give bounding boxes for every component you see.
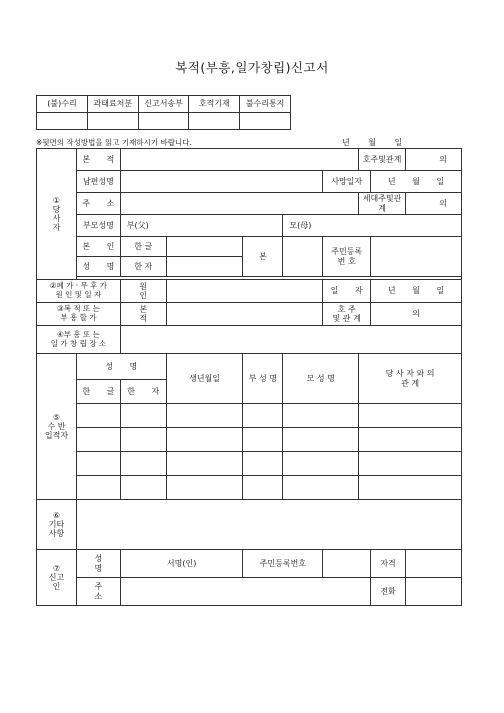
cause-date-label: 일 자 (323, 280, 371, 303)
head-relation-field[interactable]: 의 (406, 149, 462, 171)
companion-cell[interactable] (166, 404, 243, 428)
deceased-name-field[interactable] (120, 171, 322, 193)
domicile-label: 본 적 (76, 149, 120, 171)
companion-cell[interactable] (120, 404, 166, 428)
reporter-phone-label: 전화 (371, 578, 406, 606)
hangul-name-field[interactable] (166, 237, 243, 257)
reporter-address-field[interactable] (120, 578, 370, 606)
head-relation-label: 호주및관계 (359, 149, 406, 171)
processing-field-1[interactable] (37, 113, 88, 130)
processing-field-4[interactable] (189, 113, 240, 130)
other-section-label: ⑥ 기타 사항 (37, 500, 77, 550)
companion-cell[interactable] (359, 476, 462, 500)
processing-label-2: 과태료처분 (87, 96, 138, 113)
companion-relation-header: 당 사 자 와 의 관 계 (359, 354, 462, 404)
reporter-qualification-field[interactable] (406, 550, 462, 578)
hanja-label: 한 자 (120, 257, 166, 277)
rrn-field[interactable] (371, 237, 462, 277)
self-label: 본 인 (76, 237, 120, 257)
companion-father-header: 부 성 명 (243, 354, 283, 404)
main-form-table (36, 148, 462, 606)
party-section-label: ① 당 사 자 (37, 149, 77, 280)
cause-field[interactable] (166, 280, 323, 303)
companion-name-header: 성 명 (76, 354, 166, 380)
processing-box (36, 95, 291, 130)
companion-cell[interactable] (76, 452, 120, 476)
companion-cell[interactable] (166, 476, 243, 500)
restore-head-field[interactable]: 의 (371, 303, 462, 326)
instruction-note: ※뒷면의 작성방법을 읽고 기재하시기 바랍니다. (36, 138, 192, 147)
companions-section-label: ⑤ 수 반 입적자 (37, 354, 77, 500)
reporter-phone-field[interactable] (406, 578, 462, 606)
form-title: 복적(부흥,일가창립)신고서 (175, 60, 329, 75)
place-field[interactable] (120, 326, 461, 354)
companion-cell[interactable] (359, 404, 462, 428)
processing-label-3: 신고서송부 (138, 96, 189, 113)
report-date: 년 월 일 (342, 138, 403, 147)
cause-label: ②폐 가 · 무 후 가 원 인 및 일 자 (37, 280, 121, 303)
processing-label-1: (불)수리 (37, 96, 88, 113)
address-field[interactable] (120, 193, 358, 215)
restore-domicile-field[interactable] (166, 303, 323, 326)
domicile-field[interactable] (120, 149, 358, 171)
companion-hanja-header: 한 자 (120, 380, 166, 404)
companion-cell[interactable] (283, 476, 359, 500)
hanja-name-field[interactable] (166, 257, 243, 277)
companion-cell[interactable] (243, 452, 283, 476)
deceased-name-label: 남편성명 (76, 171, 120, 193)
companion-cell[interactable] (120, 476, 166, 500)
companion-cell[interactable] (166, 428, 243, 452)
restore-sub-label: 본 적 (120, 303, 166, 326)
companion-cell[interactable] (283, 428, 359, 452)
companion-hangul-header: 한 글 (76, 380, 120, 404)
reporter-section-label: ⑦ 신고 인 (37, 550, 77, 606)
companion-cell[interactable] (243, 404, 283, 428)
reporter-rrn-field[interactable] (323, 550, 371, 578)
companion-cell[interactable] (120, 452, 166, 476)
companion-cell[interactable] (120, 428, 166, 452)
address-label: 주 소 (76, 193, 120, 215)
companion-cell[interactable] (166, 452, 243, 476)
processing-field-5[interactable] (240, 113, 291, 130)
rrn-label: 주민등록 번 호 (323, 237, 371, 277)
restore-head-label: 호 주 및 관 계 (323, 303, 371, 326)
companion-cell[interactable] (283, 404, 359, 428)
household-field[interactable]: 의 (406, 193, 462, 215)
companion-cell[interactable] (76, 404, 120, 428)
companion-cell[interactable] (76, 476, 120, 500)
companion-cell[interactable] (243, 428, 283, 452)
reporter-signature[interactable]: 서명(인) (120, 550, 243, 578)
place-label: ④부 흥 또 는 일 가 창 립 장 소 (37, 326, 121, 354)
reporter-address-label: 주 소 (76, 578, 120, 606)
companion-cell[interactable] (283, 452, 359, 476)
restore-label: ③복 적 또 는 부 흥 할 가 (37, 303, 121, 326)
hangul-label: 한 글 (120, 237, 166, 257)
mother-field[interactable]: 모(母) (283, 215, 462, 237)
processing-label-4: 호적기재 (189, 96, 240, 113)
companion-birth-header: 생년월일 (166, 354, 243, 404)
cause-sub-label: 원 인 (120, 280, 166, 303)
cause-date-field[interactable]: 년 월 일 (371, 280, 462, 303)
death-date-label: 사망일자 (323, 171, 371, 193)
processing-label-5: 불수리통지 (240, 96, 291, 113)
self-name-label: 성 명 (76, 257, 120, 277)
household-label: 세대주및관계 (359, 193, 406, 215)
processing-field-2[interactable] (87, 113, 138, 130)
companion-cell[interactable] (359, 452, 462, 476)
companion-cell[interactable] (76, 428, 120, 452)
death-date-field[interactable]: 년 월 일 (371, 171, 462, 193)
reporter-rrn-label: 주민등록번호 (243, 550, 323, 578)
companion-cell[interactable] (359, 428, 462, 452)
processing-field-3[interactable] (138, 113, 189, 130)
parents-label: 부모성명 (76, 215, 120, 237)
other-notes-field[interactable] (76, 500, 461, 550)
reporter-qualification-label: 자격 (371, 550, 406, 578)
seal-field[interactable] (283, 237, 323, 277)
self-mark: 본 (243, 237, 283, 277)
father-field[interactable]: 부(父) (120, 215, 283, 237)
companion-cell[interactable] (243, 476, 283, 500)
companion-mother-header: 모 성 명 (283, 354, 359, 404)
reporter-name-label: 성 명 (76, 550, 120, 578)
